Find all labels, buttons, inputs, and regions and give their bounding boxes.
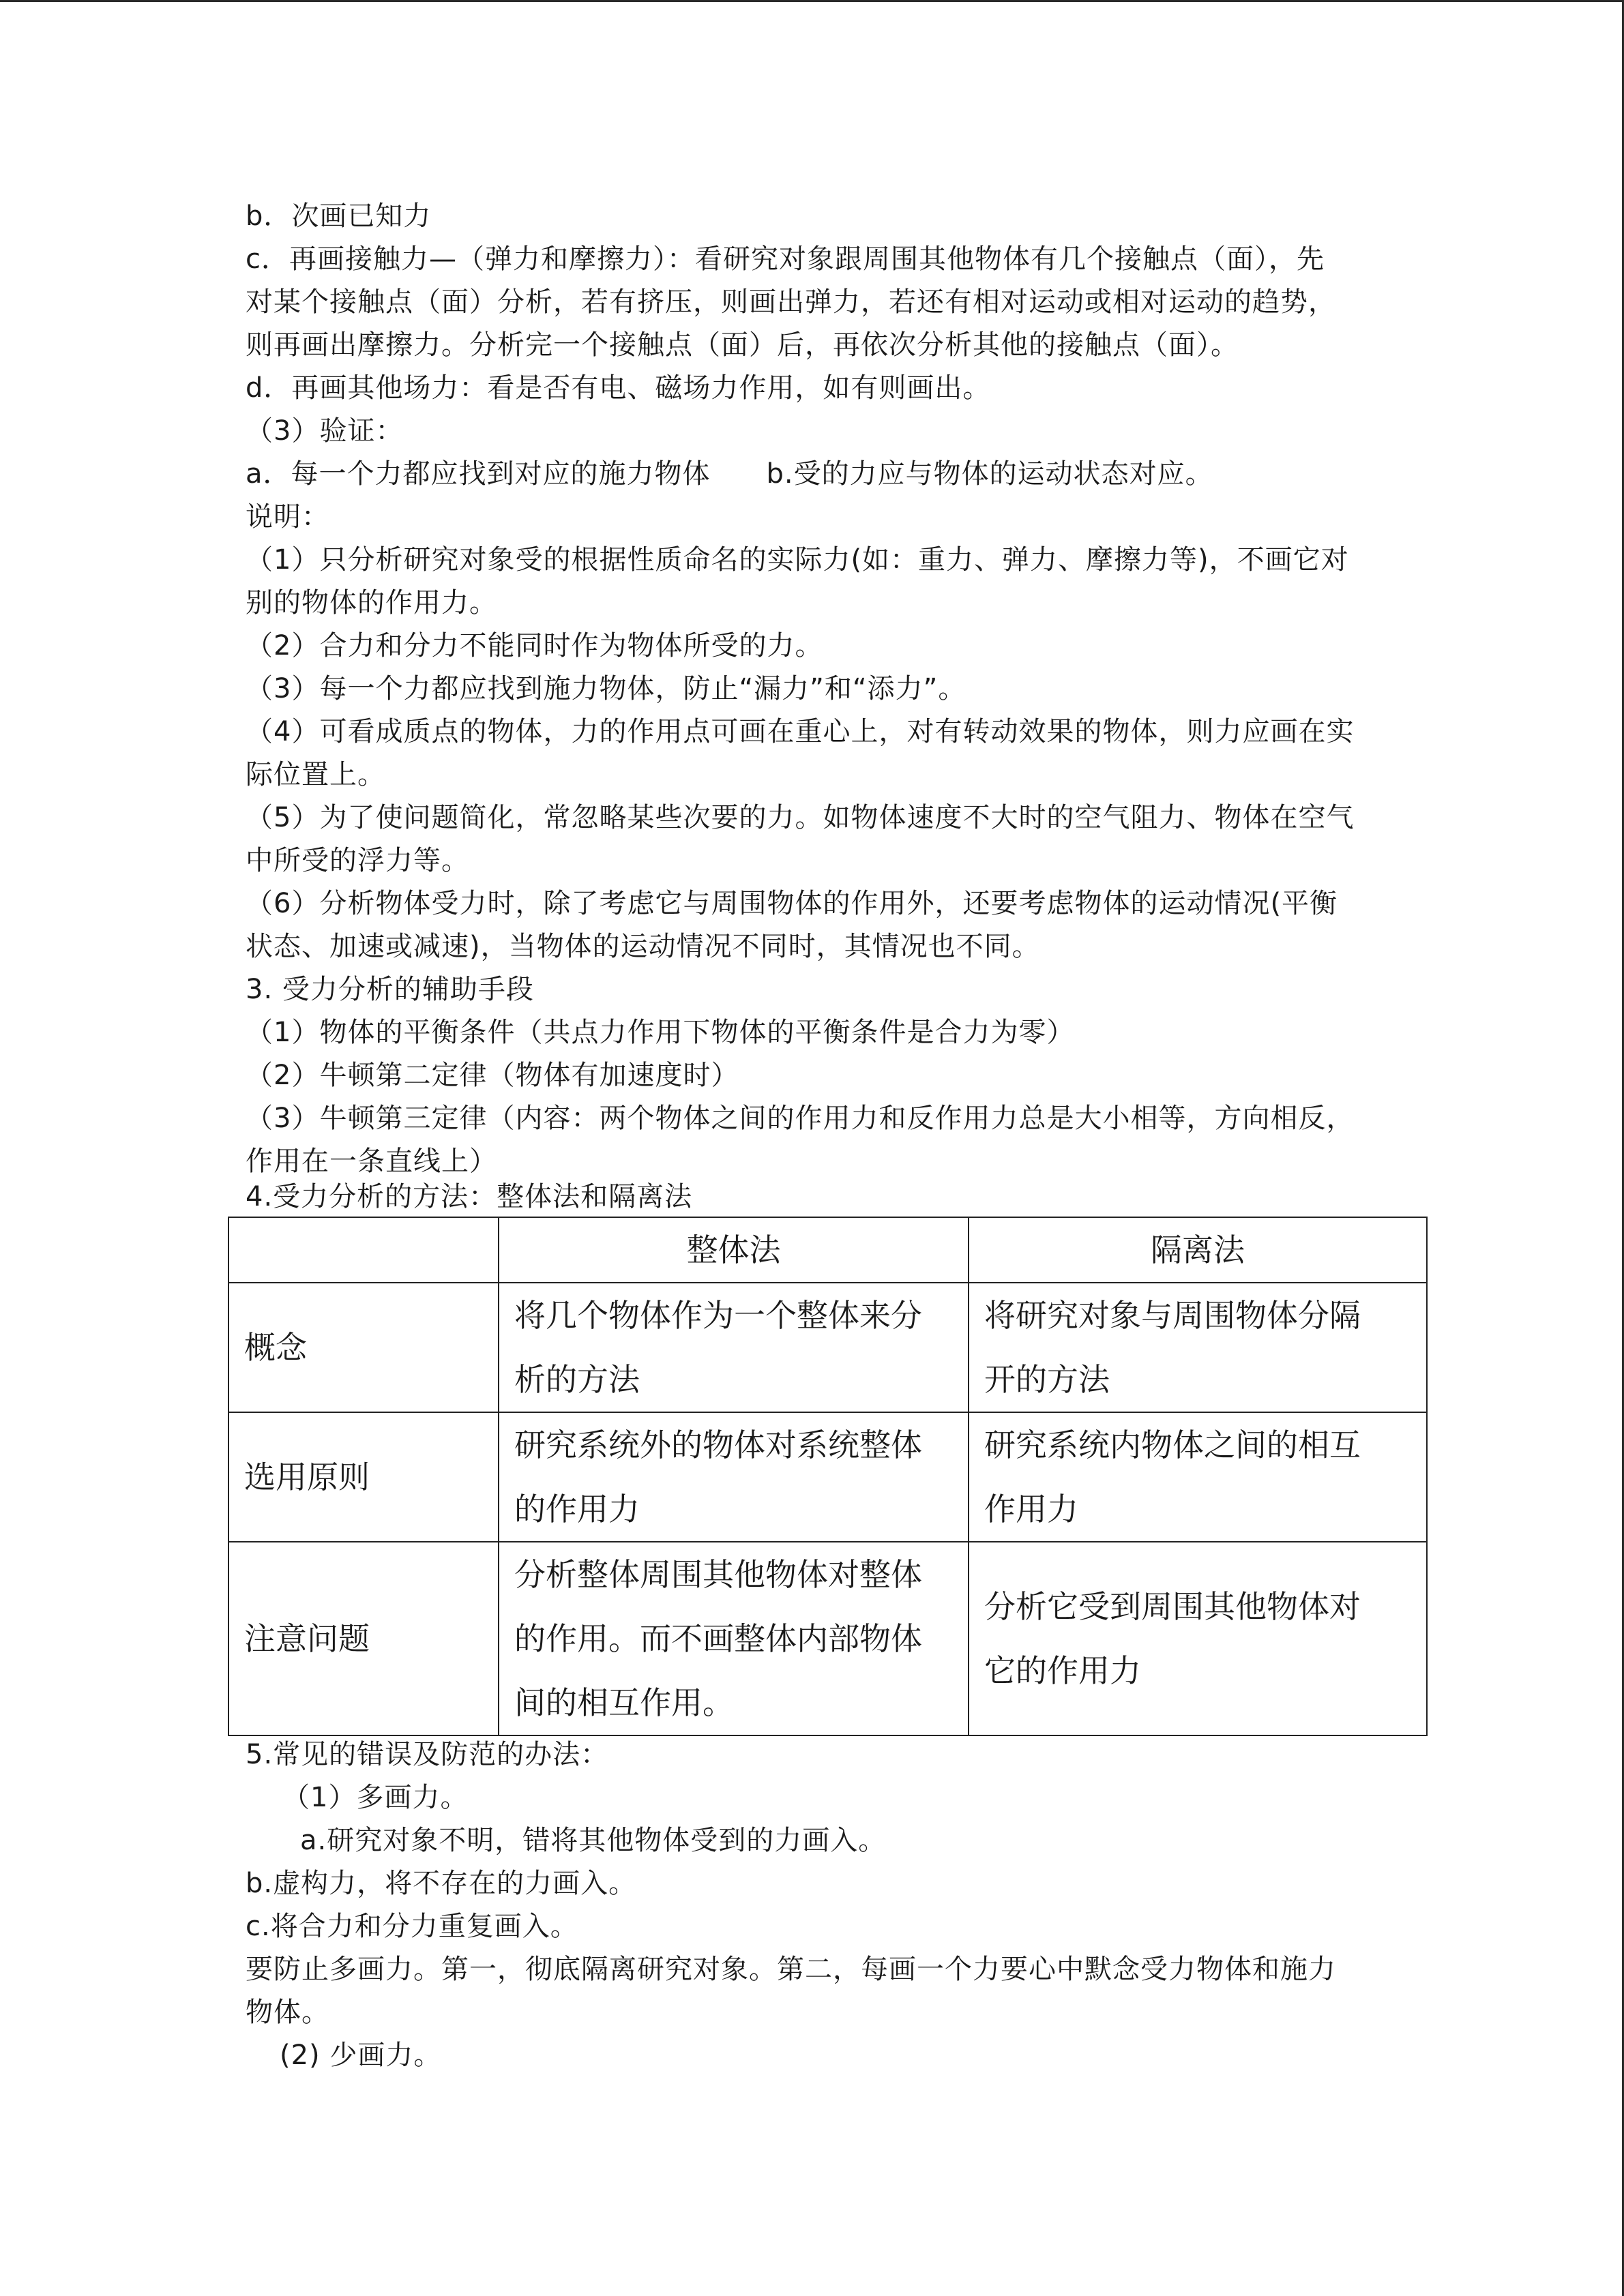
- text-line: 物体。: [246, 1997, 329, 2028]
- text-line: （2）牛顿第二定律（物体有加速度时）: [246, 1060, 739, 1091]
- text-line: 说明：: [246, 501, 329, 533]
- cell-line: 作用力: [984, 1491, 1078, 1527]
- text-line: （2）合力和分力不能同时作为物体所受的力。: [246, 630, 823, 661]
- cell-line: 研究系统外的物体对系统整体: [514, 1427, 922, 1463]
- text-line: 际位置上。: [246, 759, 385, 790]
- text-line: （4）可看成质点的物体，力的作用点可画在重心上，对有转动效果的物体，则力应画在实: [246, 716, 1355, 747]
- cell-line: 的作用力: [514, 1491, 640, 1527]
- text-line: 5.常见的错误及防范的办法：: [246, 1739, 609, 1770]
- text-line: 要防止多画力。第一，彻底隔离研究对象。第二，每画一个力要心中默念受力物体和施力: [246, 1954, 1336, 1985]
- text-line: (2) 少画力。: [280, 2040, 442, 2071]
- page-top-border: [0, 0, 1624, 2]
- table-cell: [969, 1542, 1427, 1735]
- table-header-cell: 整体法: [499, 1217, 969, 1283]
- row-label: 选用原则: [228, 1412, 499, 1542]
- row-label: 注意问题: [228, 1542, 499, 1735]
- text-line: b．次画已知力: [246, 200, 432, 232]
- table-row: [228, 1542, 1427, 1735]
- text-line: （6）分析物体受力时，除了考虑它与周围物体的作用外，还要考虑物体的运动情况(平衡: [246, 888, 1338, 919]
- text-line: （3）每一个力都应找到施力物体，防止“漏力”和“添力”。: [246, 673, 966, 704]
- text-line: 对某个接触点（面）分析，若有挤压，则画出弹力，若还有相对运动或相对运动的趋势，: [246, 286, 1336, 318]
- text-line: 状态、加速或减速)，当物体的运动情况不同时，其情况也不同。: [246, 931, 1040, 962]
- text-line: 4.受力分析的方法：整体法和隔离法: [246, 1181, 693, 1212]
- text-line: 作用在一条直线上）: [246, 1146, 497, 1177]
- text-line: 别的物体的作用力。: [246, 587, 497, 618]
- text-line: （3）验证：: [246, 415, 404, 447]
- cell-line: 析的方法: [514, 1361, 640, 1398]
- text-line: c．再画接触力—（弹力和摩擦力）：看研究对象跟周围其他物体有几个接触点（面），先: [246, 243, 1325, 275]
- text-line: （1）只分析研究对象受的根据性质命名的实际力(如：重力、弹力、摩擦力等)，不画它对: [246, 544, 1349, 576]
- cell-line: 的作用。而不画整体内部物体: [514, 1620, 922, 1657]
- cell-line: 研究系统内物体之间的相互: [984, 1427, 1361, 1463]
- text-line: （1）多画力。: [282, 1782, 469, 1813]
- table-header-cell: [228, 1217, 499, 1283]
- cell-line: 将研究对象与周围物体分隔: [984, 1297, 1361, 1334]
- cell-line: 分析它受到周围其他物体对: [984, 1588, 1361, 1625]
- table-header-cell: 隔离法: [969, 1217, 1427, 1283]
- text-line: c.将合力和分力重复画入。: [246, 1911, 578, 1942]
- text-line: 则再画出摩擦力。分析完一个接触点（面）后，再依次分析其他的接触点（面）。: [246, 329, 1239, 361]
- text-line: a．每一个力都应找到对应的施力物体 b.受的力应与物体的运动状态对应。: [246, 458, 1213, 490]
- table-header-row: [228, 1217, 1427, 1283]
- table-row: [228, 1283, 1427, 1412]
- cell-line: 开的方法: [984, 1361, 1110, 1398]
- table-cell: [969, 1283, 1427, 1412]
- table-cell: [499, 1542, 969, 1735]
- text-line: （5）为了使问题简化，常忽略某些次要的力。如物体速度不大时的空气阻力、物体在空气: [246, 802, 1355, 833]
- text-line: 3. 受力分析的辅助手段: [246, 974, 534, 1005]
- table-row: [228, 1412, 1427, 1542]
- method-comparison-table: [228, 1217, 1428, 1736]
- table-cell: [969, 1412, 1427, 1542]
- text-line: 中所受的浮力等。: [246, 845, 469, 876]
- table-cell: [499, 1412, 969, 1542]
- cell-line: 分析整体周围其他物体对整体: [514, 1556, 922, 1593]
- text-line: b.虚构力，将不存在的力画入。: [246, 1868, 637, 1899]
- table-cell: [499, 1283, 969, 1412]
- cell-line: 它的作用力: [984, 1652, 1141, 1689]
- text-line: d．再画其他场力：看是否有电、磁场力作用，如有则画出。: [246, 372, 991, 404]
- cell-line: 将几个物体作为一个整体来分: [514, 1297, 922, 1334]
- text-line: （1）物体的平衡条件（共点力作用下物体的平衡条件是合力为零）: [246, 1017, 1075, 1048]
- text-line: （3）牛顿第三定律（内容：两个物体之间的作用力和反作用力总是大小相等，方向相反，: [246, 1103, 1355, 1134]
- text-line: a.研究对象不明，错将其他物体受到的力画入。: [300, 1825, 887, 1856]
- cell-line: 间的相互作用。: [514, 1684, 734, 1721]
- row-label: 概念: [228, 1283, 499, 1412]
